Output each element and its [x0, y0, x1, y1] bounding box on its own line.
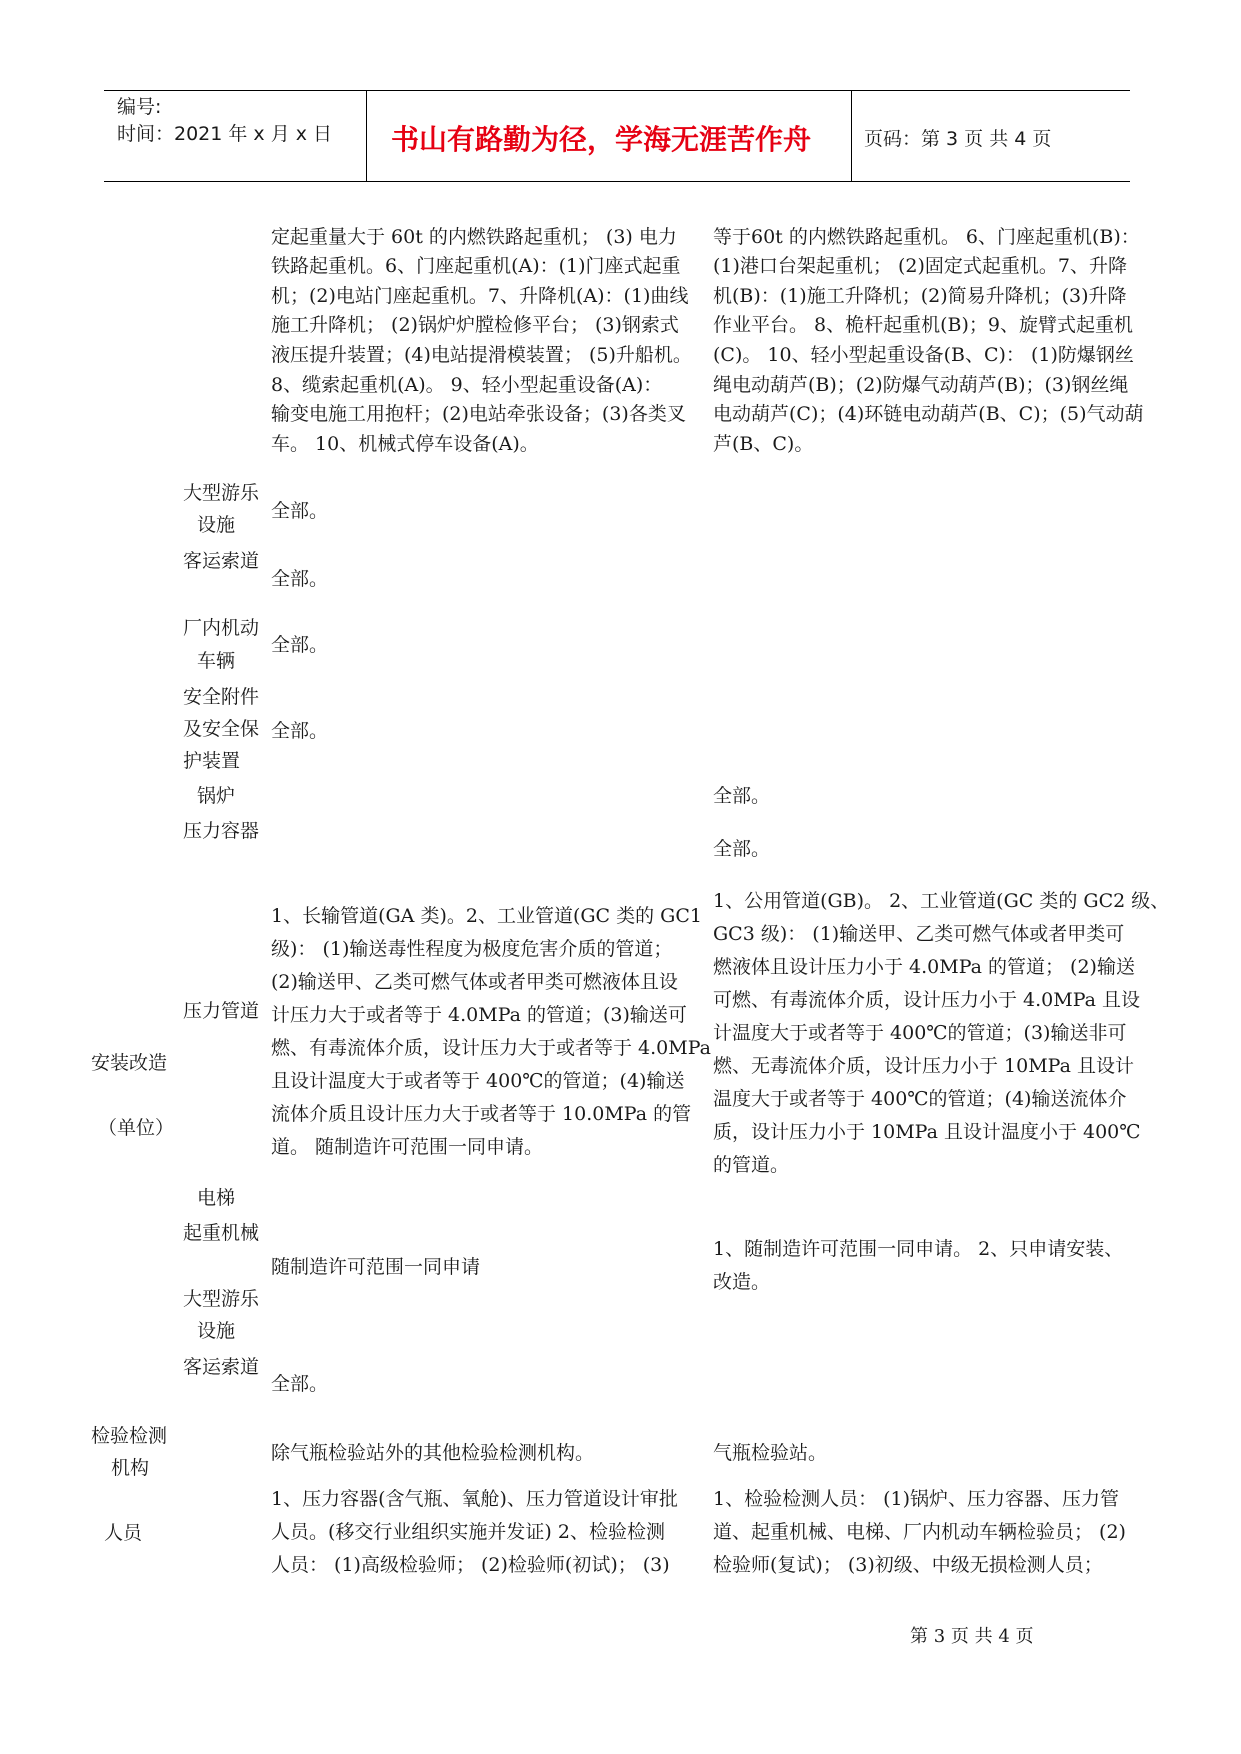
page-footer: 第 3 页 共 4 页	[910, 1626, 1034, 1647]
text-line: 电动葫芦(C)；(4)环链电动葫芦(B、C)；(5)气动葫	[713, 403, 1144, 425]
label-vehicle: 厂内机动	[183, 617, 260, 639]
label-ropeway: 客运索道	[183, 1356, 260, 1378]
boiler-text: 全部。	[713, 785, 771, 807]
text-line: 车。 10、机械式停车设备(A)。	[271, 433, 539, 455]
label-pipeline: 压力管道	[183, 1000, 260, 1022]
text-line: 计压力大于或者等于 4.0MPa 的管道；(3)输送可	[271, 1004, 687, 1026]
label-safety: 护装置	[183, 750, 241, 772]
header-divider-left	[366, 90, 367, 182]
category-personnel: 人员	[104, 1522, 143, 1544]
label-elevator: 电梯	[197, 1187, 236, 1209]
ropeway-text: 全部。	[271, 568, 329, 590]
text-line: 1、随制造许可范围一同申请。 2、只申请安装、	[713, 1238, 1124, 1260]
label-vessel: 压力容器	[183, 820, 260, 842]
text-line: 作业平台。 8、桅杆起重机(B)；9、旋臂式起重机	[713, 314, 1134, 336]
text-line: (2)输送甲、乙类可燃气体或者甲类可燃液体且设	[271, 971, 678, 993]
ropeway-text: 全部。	[271, 1373, 329, 1395]
text-line: 芦(B、C)。	[713, 433, 814, 455]
text-line: 且设计温度大于或者等于 400℃的管道；(4)输送	[271, 1070, 685, 1092]
shared-left-text: 随制造许可范围一同申请	[271, 1256, 481, 1278]
header-top-rule	[104, 90, 1130, 91]
text-line: 温度大于或者等于 400℃的管道；(4)输送流体介	[713, 1088, 1127, 1110]
label-crane: 起重机械	[183, 1222, 260, 1244]
label-amusement: 大型游乐	[183, 482, 260, 504]
label-boiler: 锅炉	[197, 785, 236, 807]
header-page-code: 页码：第 3 页 共 4 页	[864, 128, 1052, 150]
header-time-label: 时间：2021 年 x 月 x 日	[117, 123, 333, 145]
category-inspection: 机构	[111, 1457, 150, 1479]
text-line: 8、缆索起重机(A)。 9、轻小型起重设备(A)：	[271, 374, 663, 396]
text-line: 1、长输管道(GA 类)。2、工业管道(GC 类的 GC1	[271, 905, 702, 927]
text-line: (C)。 10、轻小型起重设备(B、C)： (1)防爆钢丝	[713, 344, 1134, 366]
header-divider-right	[851, 90, 852, 182]
text-line: 输变电施工用抱杆；(2)电站牵张设备；(3)各类叉	[271, 403, 686, 425]
text-line: 等于60t 的内燃铁路起重机。 6、门座起重机(B)：	[713, 226, 1140, 248]
label-safety: 安全附件	[183, 686, 260, 708]
text-line: 级)： (1)输送毒性程度为极度危害介质的管道；	[271, 938, 673, 960]
text-line: 道、起重机械、电梯、厂内机动车辆检验员； (2)	[713, 1521, 1126, 1543]
vehicle-text: 全部。	[271, 634, 329, 656]
category-install: 安装改造	[91, 1052, 168, 1074]
text-line: 定起重量大于 60t 的内燃铁路起重机； (3) 电力	[271, 226, 677, 248]
text-line: 1、压力容器(含气瓶、氧舱)、压力管道设计审批	[271, 1488, 678, 1510]
text-line: 机(B)：(1)施工升降机；(2)简易升降机；(3)升降	[713, 285, 1127, 307]
text-line: 施工升降机； (2)锅炉炉膛检修平台； (3)钢索式	[271, 314, 679, 336]
amusement-text: 全部。	[271, 500, 329, 522]
text-line: 改造。	[713, 1271, 771, 1293]
text-line: 铁路起重机。6、门座起重机(A)：(1)门座式起重	[271, 255, 681, 277]
text-line: 质，设计压力小于 10MPa 且设计温度小于 400℃	[713, 1121, 1141, 1143]
text-line: 液压提升装置；(4)电站提滑模装置； (5)升船机。	[271, 344, 692, 366]
label-vehicle: 车辆	[197, 650, 236, 672]
text-line: 燃、有毒流体介质，设计压力大于或者等于 4.0MPa	[271, 1037, 711, 1059]
inspection-right-text: 气瓶检验站。	[713, 1442, 828, 1464]
label-amusement: 设施	[197, 1320, 236, 1342]
category-install: （单位）	[98, 1117, 175, 1139]
text-line: 1、公用管道(GB)。 2、工业管道(GC 类的 GC2 级、	[713, 890, 1170, 912]
text-line: 1、检验检测人员： (1)锅炉、压力容器、压力管	[713, 1488, 1120, 1510]
text-line: 的管道。	[713, 1154, 790, 1176]
category-inspection: 检验检测	[91, 1425, 168, 1447]
text-line: 燃液体且设计压力小于 4.0MPa 的管道； (2)输送	[713, 956, 1135, 978]
label-ropeway: 客运索道	[183, 550, 260, 572]
label-amusement: 大型游乐	[183, 1288, 260, 1310]
header-bottom-rule	[104, 181, 1130, 182]
safety-text: 全部。	[271, 720, 329, 742]
text-line: 人员： (1)高级检验师； (2)检验师(初试)； (3)	[271, 1554, 670, 1576]
header-motto: 书山有路勤为径，学海无涯苦作舟	[391, 123, 812, 156]
text-line: 检验师(复试)； (3)初级、中级无损检测人员；	[713, 1554, 1103, 1576]
text-line: 流体介质且设计压力大于或者等于 10.0MPa 的管	[271, 1103, 692, 1125]
text-line: 可燃、有毒流体介质，设计压力小于 4.0MPa 且设	[713, 989, 1141, 1011]
header-number-label: 编号:	[117, 96, 162, 118]
vessel-text: 全部。	[713, 838, 771, 860]
text-line: 计温度大于或者等于 400℃的管道；(3)输送非可	[713, 1022, 1127, 1044]
label-amusement: 设施	[197, 514, 236, 536]
label-safety: 及安全保	[183, 718, 260, 740]
text-line: GC3 级)： (1)输送甲、乙类可燃气体或者甲类可	[713, 923, 1125, 945]
text-line: 道。 随制造许可范围一同申请。	[271, 1136, 544, 1158]
text-line: 绳电动葫芦(B)；(2)防爆气动葫芦(B)；(3)钢丝绳	[713, 374, 1129, 396]
inspection-left-text: 除气瓶检验站外的其他检验检测机构。	[271, 1442, 595, 1464]
text-line: 燃、无毒流体介质，设计压力小于 10MPa 且设计	[713, 1055, 1134, 1077]
text-line: 机；(2)电站门座起重机。7、升降机(A)：(1)曲线	[271, 285, 689, 307]
text-line: 人员。(移交行业组织实施并发证) 2、检验检测	[271, 1521, 665, 1543]
text-line: (1)港口台架起重机； (2)固定式起重机。7、升降	[713, 255, 1127, 277]
